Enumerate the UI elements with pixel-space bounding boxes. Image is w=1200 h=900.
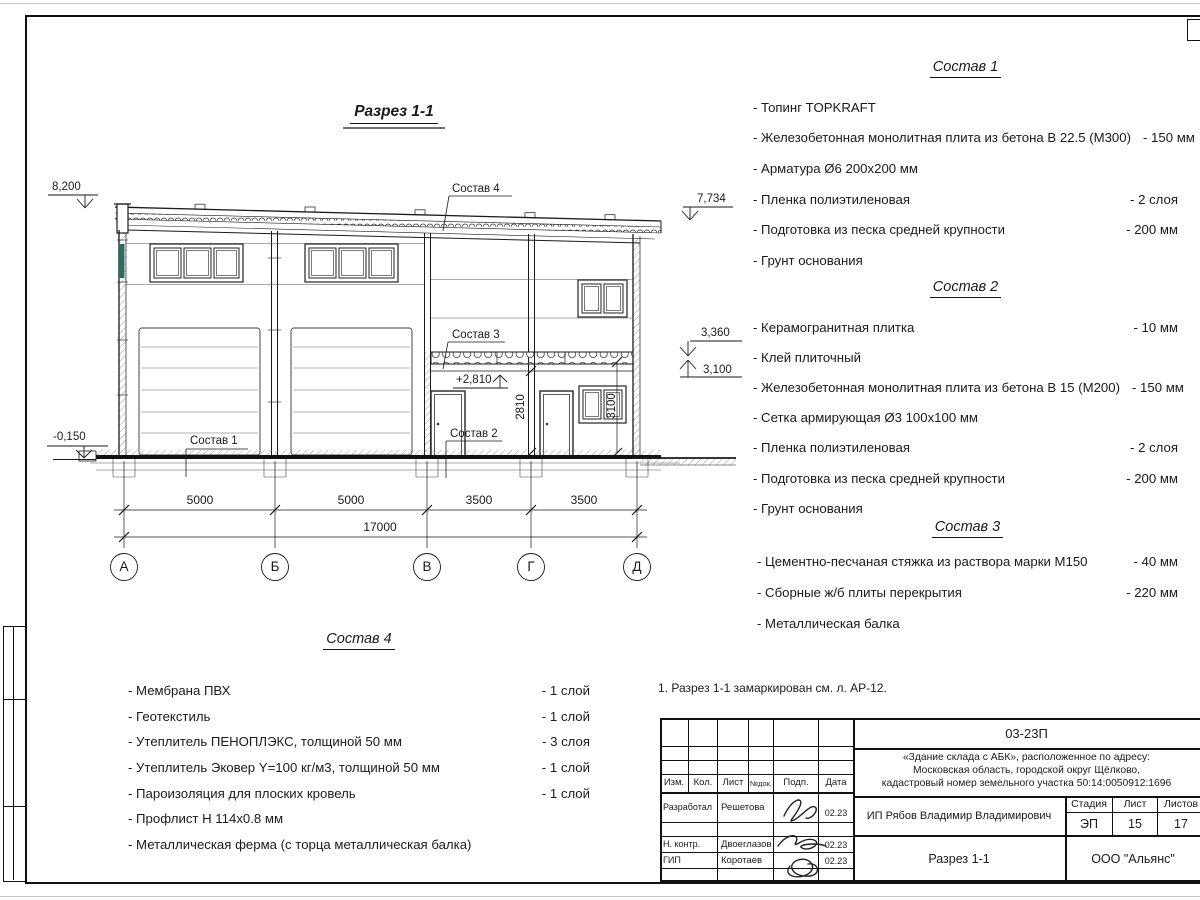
axis-a: А [119, 559, 129, 574]
signature-1 [784, 800, 816, 821]
section-title-text: Разрез 1-1 [350, 103, 438, 124]
floor-ground [53, 450, 736, 477]
list-item: - Грунт основания [753, 500, 863, 516]
elevation-mezzanine: +2,810 [456, 374, 492, 386]
dim-3500-2: 3500 [570, 493, 598, 507]
list-item: - Пленка полиэтиленовая - 2 слоя [753, 191, 1178, 207]
tb-date-3: 02.23 [824, 856, 848, 866]
tb-date-2: 02.23 [824, 840, 848, 850]
tb-project-line1: «Здание склада с АБК», расположенное по адресу: [902, 752, 1151, 763]
sostav1-callout: Состав 1 [190, 435, 238, 447]
list-item: - Керамогранитная плитка - 10 мм [753, 319, 1178, 335]
sostav1-title: Состав 1 [930, 59, 1001, 78]
elevation-roof-left: 8,200 [52, 181, 81, 193]
list-item: - Металлическая балка [757, 616, 900, 631]
list-item: - Железобетонная монолитная плита из бетона В 22.5 (М300) - 150 мм [753, 130, 1195, 146]
tb-col-data: Дата [825, 777, 847, 788]
tb-role-2: Н. контр. [663, 839, 701, 849]
vertical-dim-2810: 2810 [515, 394, 527, 420]
axis-d: Д [632, 559, 642, 574]
sostav4-callout: Состав 4 [452, 183, 500, 195]
list-item: - Сетка армирующая Ø3 100х100 мм [753, 410, 978, 426]
elevation-slab-bottom: 3,100 [703, 364, 732, 376]
sostav3-title: Состав 3 [932, 519, 1003, 538]
sostav4-title: Состав 4 [323, 631, 394, 650]
elevation-slab-top: 3,360 [701, 327, 730, 339]
tb-line [853, 748, 1200, 750]
section-title [340, 103, 448, 124]
windows-upper-left [150, 244, 398, 282]
axis-b: Б [270, 559, 280, 574]
elevation-roof-right: 7,734 [697, 193, 726, 205]
tb-role-3: ГИП [663, 855, 681, 865]
signature-3 [788, 859, 818, 877]
list-item: - Профлист Н 114х0.8 мм [128, 811, 284, 827]
list-item: - Железобетонная монолитная плита из бетона В 15 (М200) - 150 мм [753, 379, 1184, 395]
walls-and-columns [117, 230, 640, 456]
tb-col-kol: Кол. [693, 777, 713, 788]
tb-col-list: Лист [722, 777, 744, 788]
dim-3500-1: 3500 [465, 493, 493, 507]
tb-stage-label: Стадия [1071, 798, 1107, 810]
tb-col-podp: Подп. [783, 777, 809, 788]
list-item: - Цементно-песчаная стяжка из раствора марки М150 - 40 мм [757, 554, 1178, 569]
tb-sheets-value: 17 [1174, 817, 1188, 831]
tb-client: ИП Рябов Владимир Владимирович [866, 810, 1052, 822]
sostav1-list [753, 58, 1195, 276]
sostav2-list [753, 278, 1184, 523]
tb-line [660, 760, 853, 761]
tb-project-line2: Московская область, городской округ Щёлково, [912, 765, 1141, 776]
roof [114, 204, 661, 243]
tb-role-1: Разработал [663, 802, 712, 812]
sostav4-list [128, 630, 590, 857]
sheet-note: 1. Разрез 1-1 замаркирован см. л. АР-12. [658, 681, 887, 695]
sostav2-title: Состав 2 [930, 279, 1001, 298]
tb-stage-value: ЭП [1080, 817, 1098, 831]
tb-line [660, 746, 853, 747]
tb-date-1: 02.23 [824, 808, 848, 818]
tb-name-3: Коротаев [721, 855, 763, 866]
list-item: - Геотекстиль - 1 слой [128, 708, 590, 724]
tb-company: ООО "Альянс" [1091, 852, 1175, 866]
label-leaders [186, 128, 512, 478]
sostav3-list [757, 518, 1178, 639]
signatures [770, 790, 865, 882]
dim-5000-1: 5000 [186, 493, 214, 507]
tb-line [853, 835, 1200, 837]
list-item: - Пленка полиэтиленовая - 2 слоя [753, 440, 1178, 456]
tb-doc-number: 03-23П [1005, 726, 1048, 741]
axis-v: В [422, 559, 432, 574]
list-item: - Утеплитель Эковер Y=100 кг/м3, толщиной 50 мм - 1 слой [128, 760, 590, 776]
mezzanine-slab [431, 352, 633, 371]
dim-5000-2: 5000 [337, 493, 365, 507]
tb-line [717, 718, 718, 882]
list-item: - Клей плиточный [753, 349, 861, 365]
tb-col-ndok: №док. [750, 779, 772, 788]
list-item: - Сборные ж/б плиты перекрытия - 220 мм [757, 585, 1178, 600]
list-item: - Пароизоляция для плоских кровель - 1 слой [128, 785, 590, 801]
axis-g: Г [527, 559, 535, 574]
list-item: - Грунт основания [753, 252, 863, 268]
list-item: - Арматура Ø6 200х200 мм [753, 160, 918, 176]
list-item: - Подготовка из песка средней крупности - 200 мм [753, 470, 1178, 486]
tb-col-izm: Изм. [663, 777, 685, 788]
elevation-ground: -0,150 [53, 431, 86, 443]
tb-sheets-label: Листов [1163, 798, 1199, 810]
tb-project-line3: кадастровый номер земельного участка 50:14:0050912:1696 [881, 778, 1172, 789]
sectional-gates [139, 328, 412, 455]
list-item: - Топинг TOPKRAFT [753, 99, 876, 115]
signature-2 [778, 836, 826, 849]
list-item: - Утеплитель ПЕНОПЛЭКС, толщиной 50 мм - 3 слоя [128, 734, 590, 750]
list-item: - Мембрана ПВХ - 1 слой [128, 683, 590, 699]
tb-sheet-title: Разрез 1-1 [928, 852, 990, 866]
tb-sheet-label: Лист [1123, 798, 1147, 810]
list-item: - Подготовка из песка средней крупности - 200 мм [753, 222, 1178, 238]
tb-name-2: Двоеглазов [721, 839, 772, 850]
tb-name-1: Решетова [721, 802, 765, 813]
list-item: - Металлическая ферма (с торца металлическая балка) [128, 836, 472, 852]
tb-line [1065, 812, 1200, 813]
tb-line [660, 774, 853, 775]
sostav2-callout: Состав 2 [450, 428, 498, 440]
sostav3-callout: Состав 3 [452, 329, 500, 341]
vertical-dim-3100: 3100 [606, 393, 618, 419]
dim-17000: 17000 [363, 520, 397, 534]
doors [431, 391, 573, 456]
tb-sheet-value: 15 [1128, 817, 1142, 831]
